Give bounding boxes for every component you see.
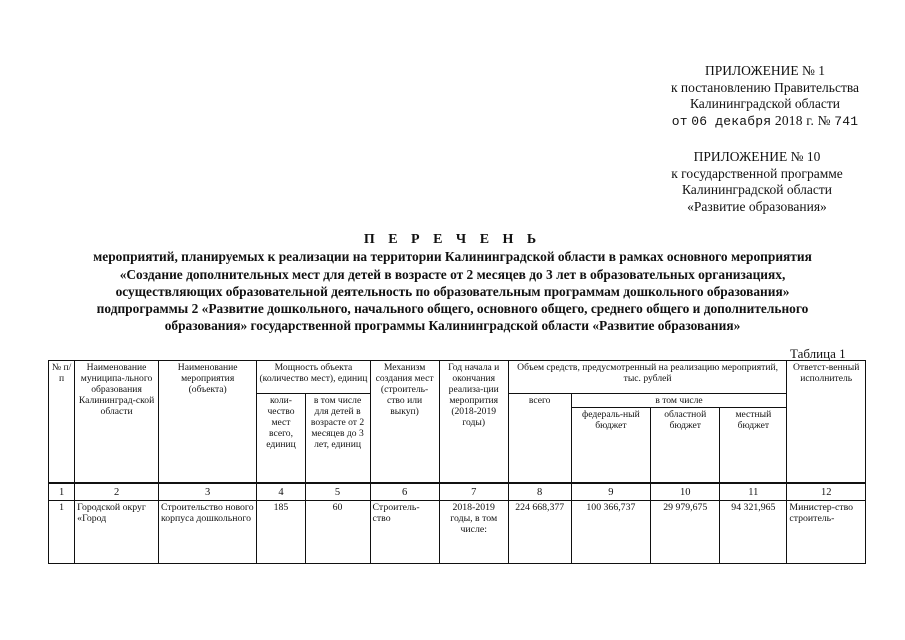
row-regional: 29 979,675 (651, 501, 720, 564)
header-years: Год начала и окончания реализа-ции меропрития (2018-2019 годы) (439, 361, 508, 484)
row-federal: 100 366,737 (571, 501, 651, 564)
header-total: всего (508, 394, 571, 484)
row-event: Строительство нового корпуса дошкольного (158, 501, 256, 564)
header-capacity-children: в том числе для детей в возрасте от 2 месяцев до 3 лет, единиц (305, 394, 370, 484)
appendix-10-line3: «Развитие образования» (687, 198, 827, 214)
appendix-1-line1: к постановлению Правительства (670, 79, 860, 95)
header-capacity-total: коли-чество мест всего, единиц (257, 394, 305, 484)
column-number-row (49, 483, 866, 501)
table-label: Таблица 1 (790, 346, 846, 361)
row-capacity-children: 60 (305, 501, 370, 564)
title-line-2: «Создание дополнительных мест для детей в возрасте от 2 месяцев до 3 лет в образовательных организациях, (119, 266, 786, 282)
header-including: в том числе (571, 394, 787, 408)
row-mechanism: Строитель-ство (370, 501, 439, 564)
colnum-2: 2 (75, 483, 159, 501)
title-line-3: осуществляющих образовательной деятельность по образовательным программам дошкольного образования» (115, 283, 790, 299)
colnum-8: 8 (508, 483, 571, 501)
row-years: 2018-2019 годы, в том числе: (439, 501, 508, 564)
appendix-1-date-line (640, 113, 890, 131)
colnum-10: 10 (651, 483, 720, 501)
row-capacity-total: 185 (257, 501, 305, 564)
header-municipality: Наименование муниципа-льного образования Калининград-ской области (75, 361, 159, 484)
header-num: № п/п (49, 361, 75, 484)
date-year: 2018 г. № (774, 112, 831, 128)
header-capacity: Мощность объекта (количество мест), единиц (257, 361, 370, 394)
header-event: Наименование мероприятия (объекта) (158, 361, 256, 484)
title-line-1: мероприятий, планируемых к реализации на территории Калининградской области в рамках основного мероприятия (93, 249, 812, 265)
colnum-11: 11 (720, 483, 787, 501)
decree-number: 741 (834, 113, 859, 129)
events-table (48, 360, 866, 564)
header-row-1 (49, 361, 866, 394)
appendix-10-title: ПРИЛОЖЕНИЕ № 10 (693, 149, 821, 164)
row-num: 1 (49, 501, 75, 564)
appendix-10-block (632, 149, 882, 215)
colnum-9: 9 (571, 483, 651, 501)
row-total: 224 668,377 (508, 501, 571, 564)
row-local: 94 321,965 (720, 501, 787, 564)
header-local: местный бюджет (720, 408, 787, 484)
header-regional: областной бюджет (651, 408, 720, 484)
date-prefix: от (671, 113, 688, 129)
appendix-1-block (640, 63, 890, 130)
colnum-3: 3 (158, 483, 256, 501)
title-line-5: образования» государственной программы Калининградской области «Развитие образования» (164, 318, 741, 334)
header-federal: федераль-ный бюджет (571, 408, 651, 484)
document-heading: П Е Р Е Ч Е Н Ь (363, 232, 542, 247)
colnum-6: 6 (370, 483, 439, 501)
header-responsible: Ответст-венный исполнитель (787, 361, 866, 484)
appendix-10-line2: Калининградской области (681, 182, 833, 197)
title-line-4: подпрограммы 2 «Развитие дошкольного, начального общего, основного общего, среднего общего и дополнительного (96, 301, 809, 317)
header-mechanism: Механизм создания мест (строитель-ство или выкуп) (370, 361, 439, 484)
colnum-5: 5 (305, 483, 370, 501)
document-title (30, 231, 875, 335)
row-municipality: Городской округ «Город (75, 501, 159, 564)
colnum-4: 4 (257, 483, 305, 501)
appendix-1-title: ПРИЛОЖЕНИЕ № 1 (704, 63, 826, 78)
appendix-10-line1: к государственной программе (671, 165, 843, 181)
colnum-7: 7 (439, 483, 508, 501)
appendix-1-line2: Калининградской области (689, 96, 841, 111)
row-responsible: Министер-ство строитель- (787, 501, 866, 564)
header-funding: Объем средств, предусмотренный на реализацию мероприятий, тыс. рублей (508, 361, 787, 394)
colnum-12: 12 (787, 483, 866, 501)
colnum-1: 1 (49, 483, 75, 501)
table-row (49, 501, 866, 564)
date-value: 06 декабря (691, 113, 772, 129)
